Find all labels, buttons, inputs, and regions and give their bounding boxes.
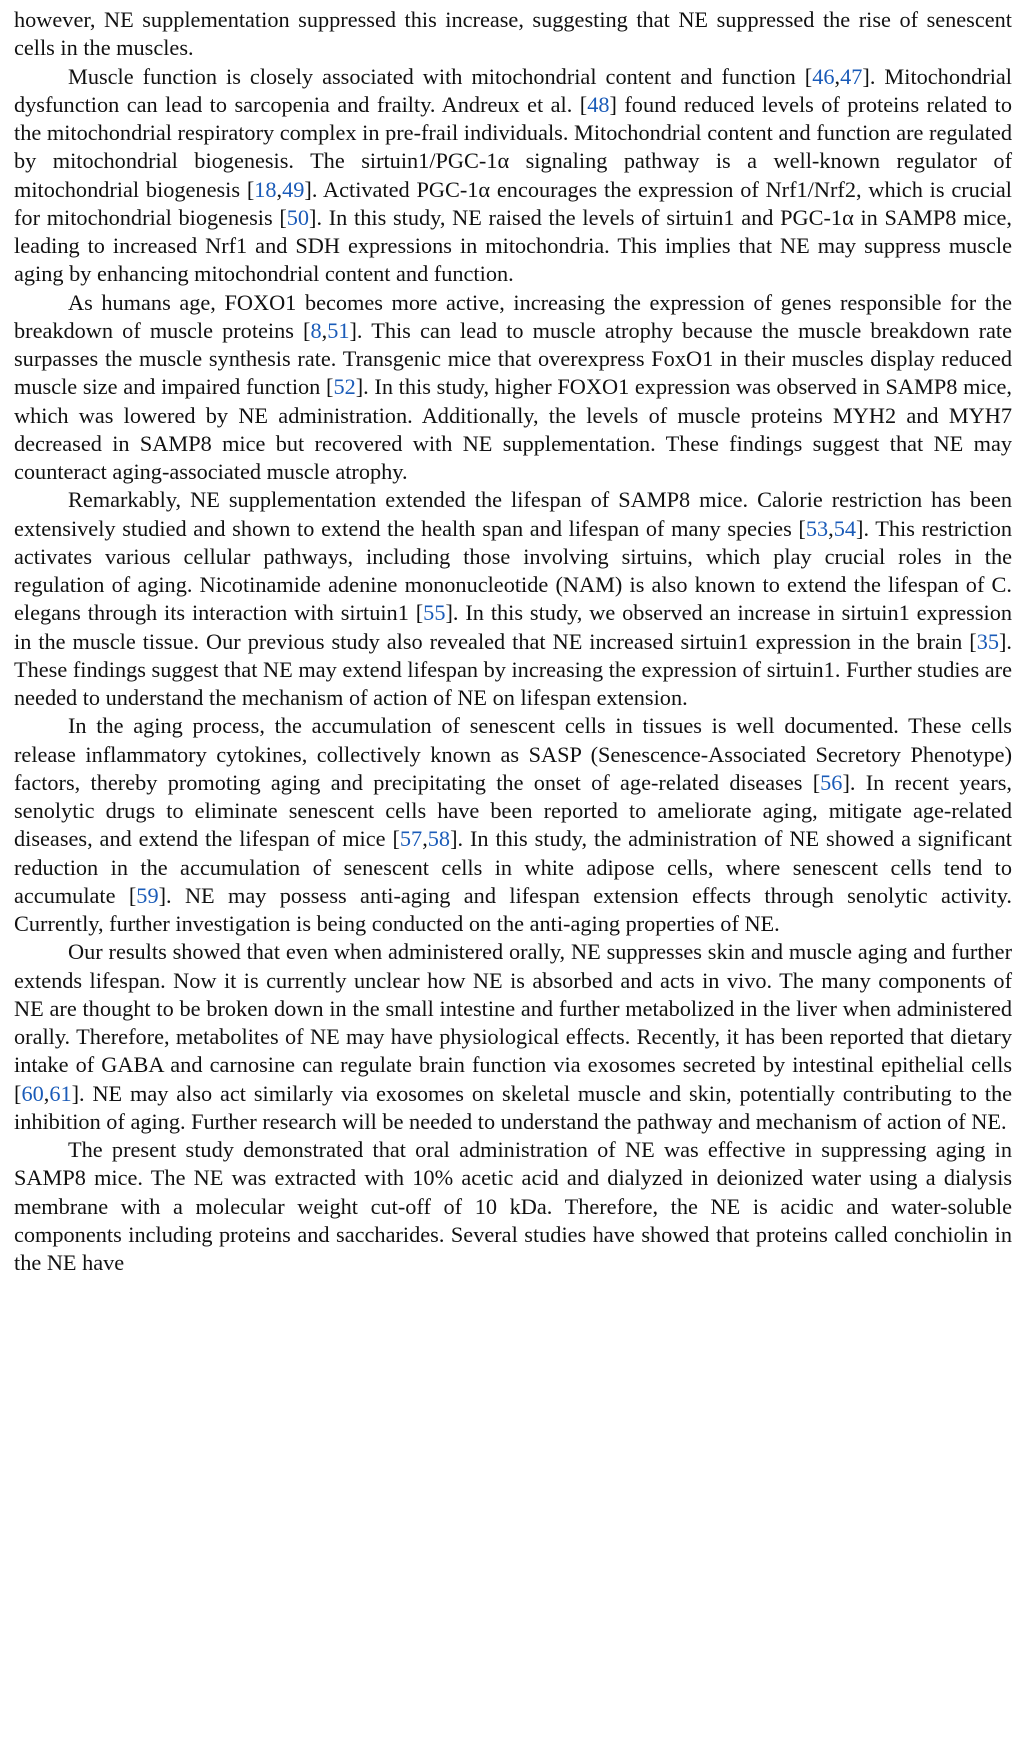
text-run: Our results showed that even when administered orally, NE suppresses skin and muscle aging and further extends lifespan. Now it is currently unclear how NE is absorbed and acts in vivo. The many components of NE are thought to be broken down in the small intestine and further metabolized in the liver when administered orally. Therefore, metabolites of NE may have physiological effects. Recently, it has been reported that dietary intake of GABA and carnosine can regulate brain function via exosomes secreted by intestinal epithelial cells [: [14, 939, 1012, 1106]
citation-link[interactable]: 57: [399, 826, 423, 852]
citation-link[interactable]: 54: [833, 515, 857, 541]
text-run: ]. These findings suggest that NE may extend lifespan by increasing the expression of sirtuin1. Further studies are needed to understand the mechanism of action of NE on lifespan extension.: [14, 628, 1012, 710]
citation-link[interactable]: 35: [976, 628, 999, 654]
text-run: ]. Mitochondrial dysfunction can lead to sarcopenia and frailty. Andreux et al. [: [14, 63, 1012, 117]
paragraph: [14, 712, 1012, 938]
text-run: ]. This restriction activates various cellular pathways, including those involving sirtuins, which play crucial roles in the regulation of aging. Nicotinamide adenine mononucleotide (NAM) is also known to extend the lifespan of C. elegans through its interaction with sirtuin1 [: [14, 515, 1012, 626]
text-run: ]. In this study, NE raised the levels of sirtuin1 and PGC-1α in SAMP8 mice, leading to increased Nrf1 and SDH expressions in mitochondria. This implies that NE may suppress muscle aging by enhancing mitochondrial content and function.: [14, 204, 1012, 287]
text-run: The present study demonstrated that oral administration of NE was effective in suppressing aging in SAMP8 mice. The NE was extracted with 10% acetic acid and dialyzed in deionized water using a dialysis membrane with a molecular weight cut-off of 10 kDa. Therefore, the NE is acidic and water-soluble components including proteins and saccharides. Several studies have showed that proteins called conchiolin in the NE have: [14, 1137, 1012, 1275]
text-run: ,: [834, 63, 841, 89]
citation-link[interactable]: 47: [840, 63, 863, 89]
paragraph: [14, 289, 1012, 487]
text-run: ]. In this study, higher FOXO1 expression was observed in SAMP8 mice, which was lowered by NE administration. Additionally, the levels of muscle proteins MYH2 and MYH7 decreased in SAMP8 mice but recovered with NE supplementation. These findings suggest that NE may counteract aging-associated muscle atrophy.: [14, 374, 1012, 484]
citation-link[interactable]: 18: [254, 176, 277, 202]
citation-link[interactable]: 56: [820, 769, 843, 795]
text-run: ]. In this study, we observed an increase in sirtuin1 expression in the muscle tissue. Our previous study also revealed that NE increased sirtuin1 expression in the brain [: [14, 600, 1012, 654]
text-run: ,: [828, 515, 834, 541]
citation-link[interactable]: 50: [286, 204, 310, 230]
text-run: ]. This can lead to muscle atrophy because the muscle breakdown rate surpasses the muscle synthesis rate. Transgenic mice that overexpress FoxO1 in their muscles display reduced muscle size and impaired function [: [14, 317, 1012, 400]
citation-link[interactable]: 51: [327, 317, 350, 343]
text-run: however, NE supplementation suppressed this increase, suggesting that NE suppressed the rise of senescent cells in the muscles.: [14, 7, 1012, 61]
paragraph: [14, 6, 1012, 63]
citation-link[interactable]: 60: [21, 1080, 44, 1106]
text-run: Muscle function is closely associated with mitochondrial content and function [: [68, 63, 813, 89]
text-run: ]. NE may also act similarly via exosomes on skeletal muscle and skin, potentially contributing to the inhibition of aging. Further research will be needed to understand the pathway and mechanism of action of NE.: [14, 1080, 1012, 1134]
citation-link[interactable]: 52: [333, 374, 356, 400]
text-run: Remarkably, NE supplementation extended the lifespan of SAMP8 mice. Calorie restriction has been extensively studied and shown to extend the health span and lifespan of many species [: [14, 487, 1012, 541]
text-run: ,: [422, 826, 428, 852]
citation-link[interactable]: 59: [136, 882, 159, 908]
citation-link[interactable]: 61: [49, 1080, 72, 1106]
text-run: In the aging process, the accumulation of senescent cells in tissues is well documented. These cells release inflammatory cytokines, collectively known as SASP (Senescence-Associated Secretory Phenotype) factors, thereby promoting aging and precipitating the onset of age-related diseases [: [14, 713, 1012, 795]
text-run: ]. In this study, the administration of NE showed a significant reduction in the accumulation of senescent cells in white adipose cells, where senescent cells tend to accumulate [: [14, 826, 1013, 908]
citation-link[interactable]: 55: [423, 600, 446, 626]
citation-link[interactable]: 46: [812, 63, 835, 89]
text-run: ] found reduced levels of proteins related to the mitochondrial respiratory complex in pre-frail individuals. Mitochondrial content and function are regulated by mitochondrial biogenesis. The sirtuin1/PGC-1α signaling pathway is a well-known regulator of mitochondrial biogenesis [: [14, 91, 1012, 202]
text-run: ,: [43, 1080, 50, 1106]
text-run: ]. NE may possess anti-aging and lifespan extension effects through senolytic activity. Currently, further investigation is being conducted on the anti-aging properties of NE.: [14, 882, 1012, 936]
text-run: ]. In recent years, senolytic drugs to eliminate senescent cells have been reported to ameliorate aging, mitigate age-related diseases, and extend the lifespan of mice [: [14, 769, 1012, 852]
citation-link[interactable]: 58: [427, 826, 451, 852]
citation-link[interactable]: 48: [587, 91, 610, 117]
paragraph: [14, 938, 1012, 1136]
paragraph: [14, 1136, 1012, 1277]
text-run: ]. Activated PGC-1α encourages the expression of Nrf1/Nrf2, which is crucial for mitochondrial biogenesis [: [14, 176, 1012, 230]
text-run: As humans age, FOXO1 becomes more active, increasing the expression of genes responsible for the breakdown of muscle proteins [: [14, 289, 1012, 343]
citation-link[interactable]: 49: [282, 176, 305, 202]
text-run: ,: [276, 176, 283, 202]
paragraph: [14, 63, 1012, 289]
citation-link[interactable]: 53: [805, 515, 829, 541]
citation-link[interactable]: 8: [310, 317, 322, 343]
text-run: ,: [321, 317, 328, 343]
paragraph: [14, 486, 1012, 712]
